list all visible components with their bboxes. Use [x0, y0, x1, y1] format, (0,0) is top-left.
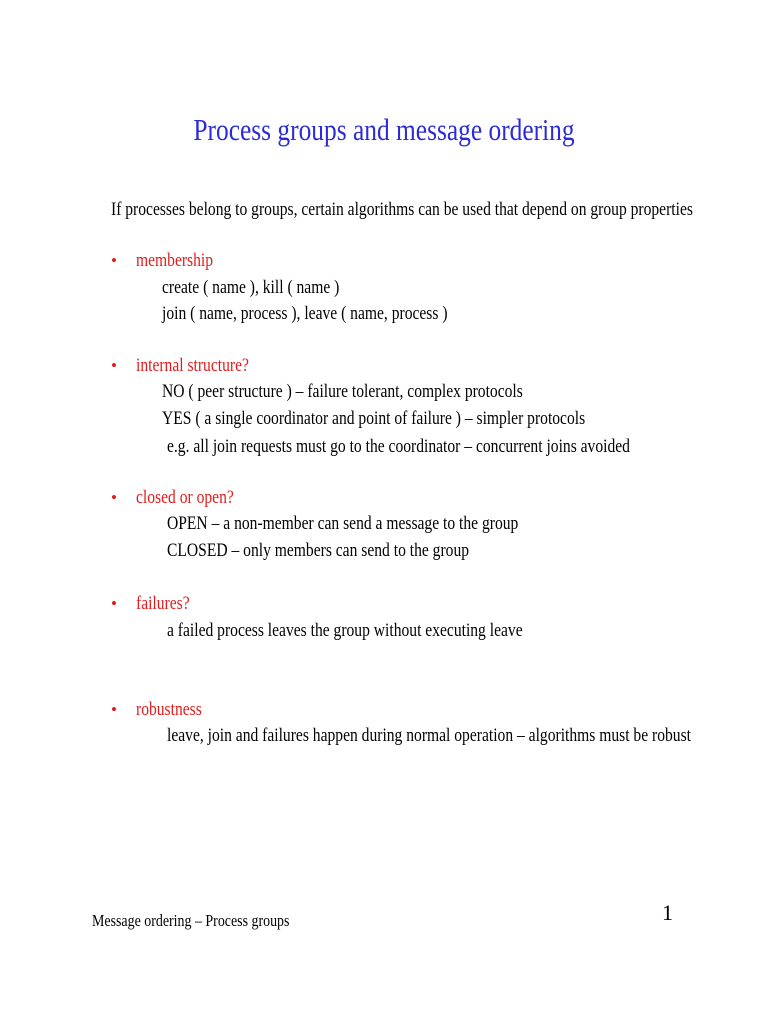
bullet-closed-or-open: • [111, 488, 117, 507]
footer-text: Message ordering – Process groups [92, 911, 290, 930]
bullet-internal-structure: • [111, 356, 117, 375]
bullet-robustness: • [111, 700, 117, 719]
internal-structure-line-1: NO ( peer structure ) – failure tolerant, complex protocols [162, 381, 523, 402]
intro-text: If processes belong to groups, certain algorithms can be used that depend on group properties [111, 199, 693, 220]
heading-internal-structure: internal structure? [136, 355, 249, 376]
slide-title: Process groups and message ordering [193, 112, 575, 147]
heading-robustness: robustness [136, 699, 202, 720]
internal-structure-line-3: e.g. all join requests must go to the coordinator – concurrent joins avoided [167, 436, 630, 457]
bullet-failures: • [111, 594, 117, 613]
page-number: 1 [662, 900, 673, 925]
bullet-membership: • [111, 251, 117, 270]
heading-failures: failures? [136, 593, 190, 614]
robustness-line-1: leave, join and failures happen during normal operation – algorithms must be robust [167, 725, 691, 746]
failures-line-1: a failed process leaves the group without executing leave [167, 620, 523, 641]
membership-line-1: create ( name ), kill ( name ) [162, 277, 340, 298]
heading-closed-or-open: closed or open? [136, 487, 234, 508]
internal-structure-line-2: YES ( a single coordinator and point of failure ) – simpler protocols [162, 408, 586, 429]
closed-or-open-line-2: CLOSED – only members can send to the group [167, 540, 470, 561]
membership-line-2: join ( name, process ), leave ( name, process ) [162, 303, 448, 324]
closed-or-open-line-1: OPEN – a non-member can send a message to the group [167, 513, 519, 534]
heading-membership: membership [136, 250, 214, 271]
